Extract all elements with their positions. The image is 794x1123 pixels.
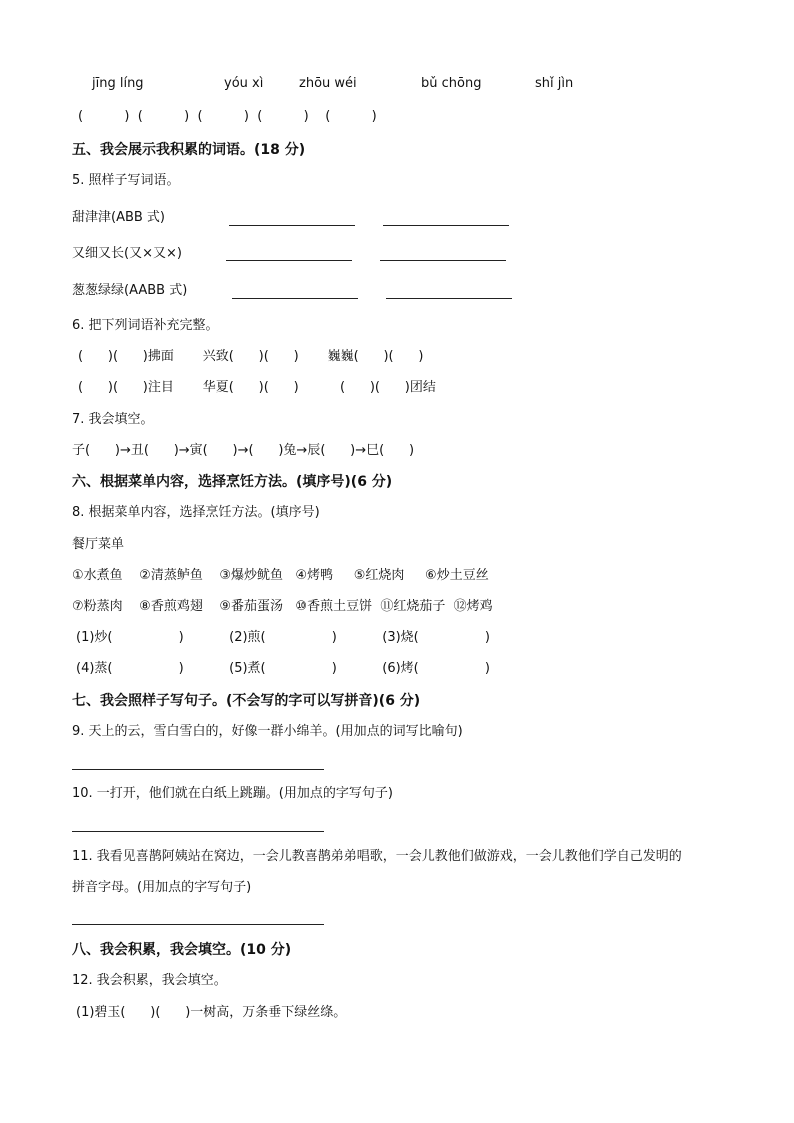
question-7-row[interactable]: 子( )→丑( )→寅( )→( )兔→辰( )→巳( ) xyxy=(72,443,415,458)
pinyin-2: yóu xì xyxy=(224,76,264,91)
question-12: 12. 我会积累，我会填空。 xyxy=(72,973,227,988)
pinyin-answer-blanks[interactable]: ( ) ( ) ( ) ( ) ( ) xyxy=(78,109,377,124)
question-8: 8. 根据菜单内容，选择烹饪方法。(填序号) xyxy=(72,505,320,520)
example-aabb: 葱葱绿绿(AABB 式) xyxy=(72,283,188,298)
question-11-line-1: 11. 我看见喜鹊阿姨站在窝边，一会儿教喜鹊弟弟唱歌，一会儿教他们做游戏，一会儿教他们学自己发明的 xyxy=(72,849,682,864)
section-7-heading: 七、我会照样子写句子。(不会写的字可以写拼音)(6 分) xyxy=(72,693,421,709)
answer-line[interactable] xyxy=(72,924,324,925)
pinyin-5: shǐ jìn xyxy=(535,76,574,91)
pinyin-1: jīng líng xyxy=(92,76,144,91)
answer-line[interactable] xyxy=(226,260,352,261)
pinyin-4: bǔ chōng xyxy=(421,76,482,91)
menu-row-2: ⑦粉蒸肉 ⑧香煎鸡翅 ⑨番茄蛋汤 ⑩香煎土豆饼 ⑪红烧茄子 ⑫烤鸡 xyxy=(72,599,493,614)
section-5-heading: 五、我会展示我积累的词语。(18 分) xyxy=(72,142,306,158)
pinyin-3: zhōu wéi xyxy=(299,76,357,91)
question-6-row-2[interactable]: ( )( )注目 华夏( )( ) ( )( )团结 xyxy=(78,380,436,395)
menu-title: 餐厅菜单 xyxy=(72,537,125,552)
example-abb: 甜津津(ABB 式) xyxy=(72,210,166,225)
answer-line[interactable] xyxy=(386,298,512,299)
answer-line[interactable] xyxy=(383,225,509,226)
methods-row-1[interactable]: (1)炒( ) (2)煎( ) (3)烧( ) xyxy=(76,630,490,645)
answer-line[interactable] xyxy=(72,831,324,832)
question-6: 6. 把下列词语补充完整。 xyxy=(72,318,219,333)
answer-line[interactable] xyxy=(232,298,358,299)
question-10: 10. 一打开，他们就在白纸上跳蹦。(用加点的字写句子) xyxy=(72,786,393,801)
methods-row-2[interactable]: (4)蒸( ) (5)煮( ) (6)烤( ) xyxy=(76,661,490,676)
question-12-item-1[interactable]: (1)碧玉( )( )一树高，万条垂下绿丝绦。 xyxy=(76,1005,347,1020)
section-6-heading: 六、根据菜单内容，选择烹饪方法。(填序号)(6 分) xyxy=(72,474,393,490)
question-5: 5. 照样子写词语。 xyxy=(72,173,180,188)
question-7: 7. 我会填空。 xyxy=(72,412,154,427)
question-6-row-1[interactable]: ( )( )拂面 兴致( )( ) 巍巍( )( ) xyxy=(78,349,424,364)
menu-row-1: ①水煮鱼 ②清蒸鲈鱼 ③爆炒鱿鱼 ④烤鸭 ⑤红烧肉 ⑥炒土豆丝 xyxy=(72,568,489,583)
answer-line[interactable] xyxy=(72,769,324,770)
section-8-heading: 八、我会积累，我会填空。(10 分) xyxy=(72,942,292,958)
question-11-line-2: 拼音字母。(用加点的字写句子) xyxy=(72,880,252,895)
answer-line[interactable] xyxy=(380,260,506,261)
example-you-you: 又细又长(又×又×) xyxy=(72,246,182,261)
question-9: 9. 天上的云，雪白雪白的，好像一群小绵羊。(用加点的词写比喻句) xyxy=(72,724,463,739)
answer-line[interactable] xyxy=(229,225,355,226)
